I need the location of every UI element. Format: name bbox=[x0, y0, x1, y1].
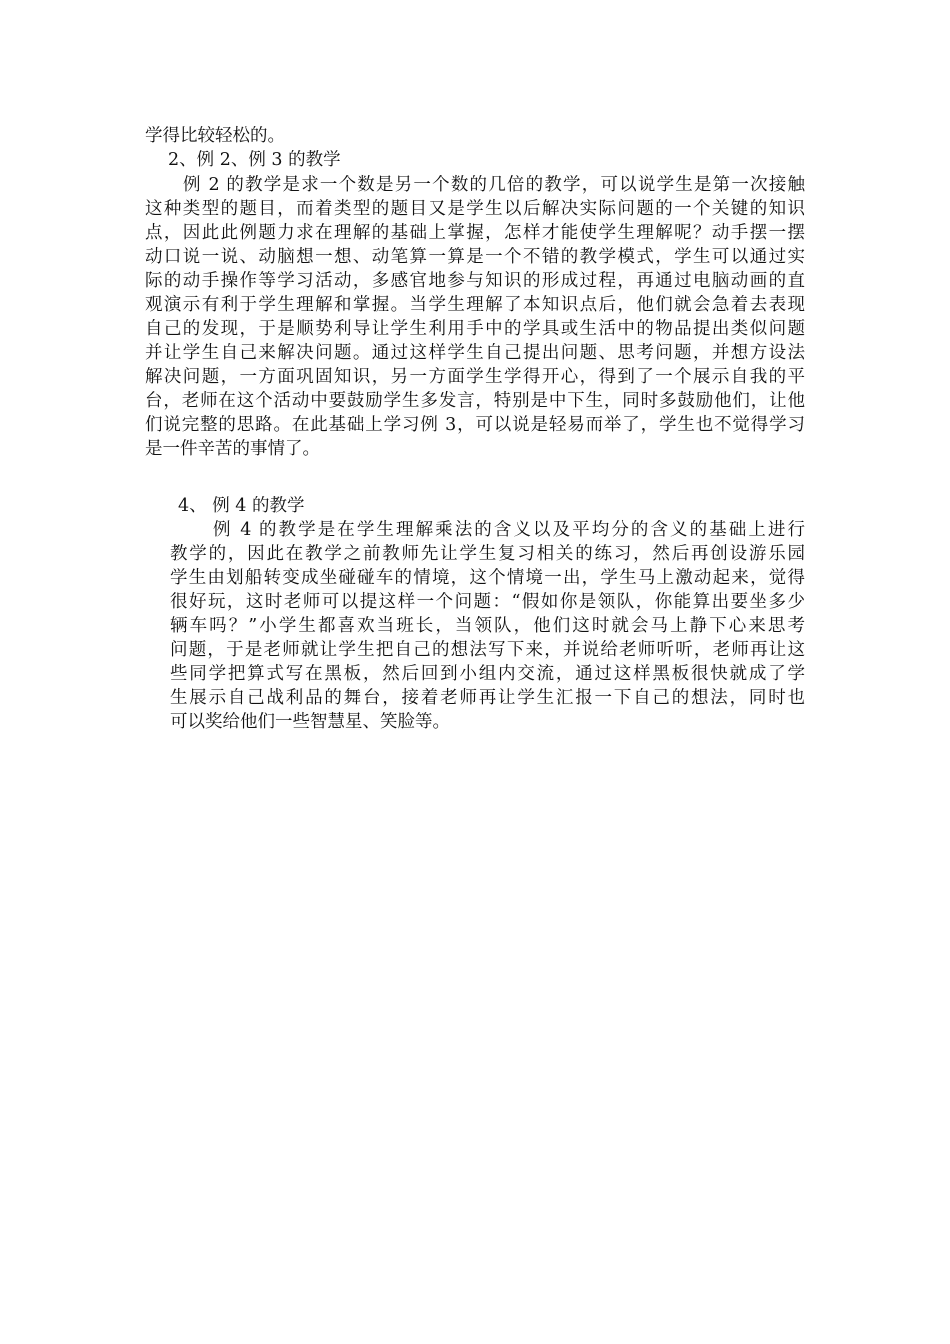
paragraph-line: 动口说一说、动脑想一想、动笔算一算是一个不错的教学模式，学生可以通过实 bbox=[145, 247, 805, 267]
paragraph-line: 辆车吗？”小学生都喜欢当班长，当领队，他们这时就会马上静下心来思考 bbox=[170, 616, 805, 636]
paragraph-line: 解决问题，一方面巩固知识，另一方面学生学得开心，得到了一个展示自我的平 bbox=[145, 367, 805, 387]
section-2-heading: 2、例 2、例 3 的教学 bbox=[168, 150, 341, 170]
paragraph-line: 例 4 的教学是在学生理解乘法的含义以及平均分的含义的基础上进行 bbox=[213, 520, 805, 540]
paragraph-line: 观演示有利于学生理解和掌握。当学生理解了本知识点后，他们就会急着去表现 bbox=[145, 295, 805, 315]
opening-line: 学得比较轻松的。 bbox=[145, 126, 285, 146]
paragraph-line: 例 2 的教学是求一个数是另一个数的几倍的教学，可以说学生是第一次接触 bbox=[183, 175, 805, 195]
paragraph-line: 自己的发现，于是顺势利导让学生利用手中的学具或生活中的物品提出类似问题 bbox=[145, 319, 805, 339]
paragraph-line: 台，老师在这个活动中要鼓励学生多发言，特别是中下生，同时多鼓励他们，让他 bbox=[145, 391, 805, 411]
paragraph-line: 问题，于是老师就让学生把自己的想法写下来，并说给老师听听，老师再让这 bbox=[170, 640, 805, 660]
paragraph-line: 际的动手操作等学习活动，多感官地参与知识的形成过程，再通过电脑动画的直 bbox=[145, 271, 805, 291]
paragraph-line: 学生由划船转变成坐碰碰车的情境，这个情境一出，学生马上激动起来，觉得 bbox=[170, 568, 805, 588]
paragraph-line: 点，因此此例题力求在理解的基础上掌握，怎样才能使学生理解呢？动手摆一摆 bbox=[145, 223, 805, 243]
paragraph-line: 们说完整的思路。在此基础上学习例 3，可以说是轻易而举了，学生也不觉得学习 bbox=[145, 415, 805, 435]
paragraph-line: 并让学生自己来解决问题。通过这样学生自己提出问题、思考问题，并想方设法 bbox=[145, 343, 805, 363]
paragraph-line: 生展示自己战利品的舞台，接着老师再让学生汇报一下自己的想法，同时也 bbox=[170, 688, 805, 708]
paragraph-line: 是一件辛苦的事情了。 bbox=[145, 439, 320, 459]
paragraph-line: 这种类型的题目，而着类型的题目又是学生以后解决实际问题的一个关键的知识 bbox=[145, 199, 805, 219]
paragraph-line: 教学的，因此在教学之前教师先让学生复习相关的练习，然后再创设游乐园 bbox=[170, 544, 805, 564]
paragraph-line: 些同学把算式写在黑板，然后回到小组内交流，通过这样黑板很快就成了学 bbox=[170, 664, 805, 684]
paragraph-line: 可以奖给他们一些智慧星、笑脸等。 bbox=[170, 712, 450, 732]
paragraph-line: 很好玩，这时老师可以提这样一个问题：“假如你是领队，你能算出要坐多少 bbox=[170, 592, 805, 612]
section-4-heading: 4、 例 4 的教学 bbox=[178, 496, 305, 516]
